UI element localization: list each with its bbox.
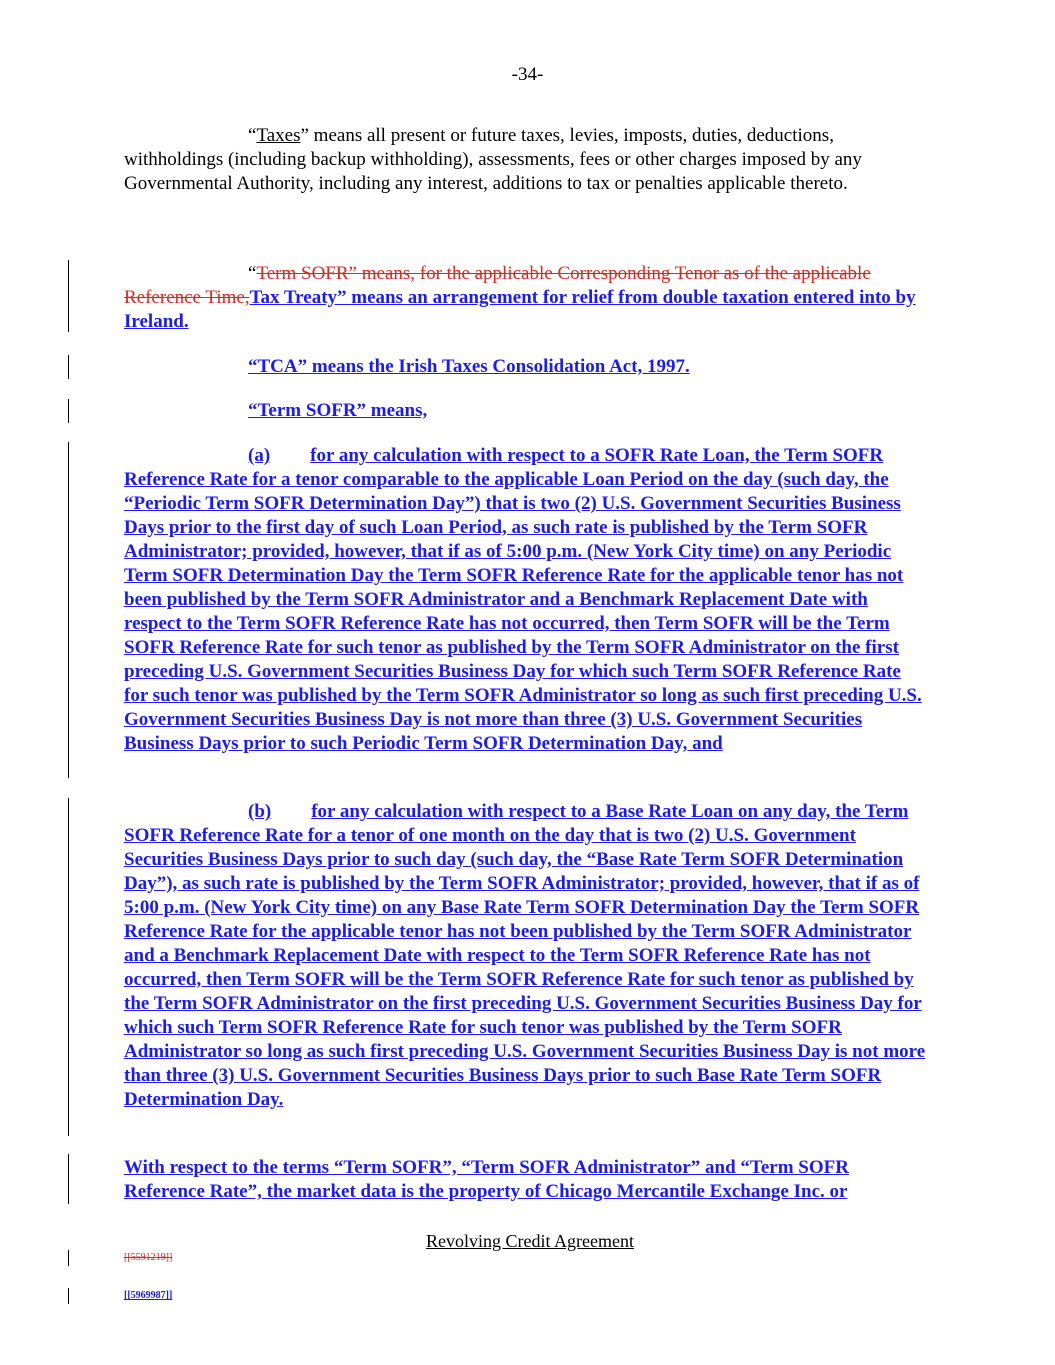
inserted-text: “TCA” means the Irish Taxes Consolidation Act, 1997. bbox=[248, 356, 690, 377]
market-data-paragraph bbox=[124, 1156, 926, 1204]
clause-b bbox=[124, 800, 926, 1112]
clause-a-text: for any calculation with respect to a SOFR Rate Loan, the Term SOFR Reference Rate for a tenor comparable to the applicable Loan Period on the day (such day, the “Periodic Term SOFR Determination Day”) that is two (2) U.S. Government Securities Business Days prior to the first day of such Loan Period, as such rate is published by the Term SOFR Administrator; provided, however, that if as of 5:00 p.m. (New York City time) on any Periodic Term SOFR Determination Day the Term SOFR Reference Rate for the applicable tenor has not been published by the Term SOFR Administrator and a Benchmark Replacement Date with respect to the Term SOFR Reference Rate has not occurred, then Term SOFR will be the Term SOFR Reference Rate for such tenor as published by the Term SOFR Administrator on the first preceding U.S. Government Securities Business Day for which such Term SOFR Reference Rate for such tenor was published by the Term SOFR Administrator so long as such first preceding U.S. Government Securities Business Day is not more than three (3) U.S. Government Securities Business Days prior to such Periodic Term SOFR Determination Day, and bbox=[124, 445, 922, 754]
taxes-text: ” means all present or future taxes, levies, imposts, duties, deductions, withholdings (including backup withholding), assessments, fees or other charges imposed by any Governmental Authority, including any interest, additions to tax or penalties applicable thereto. bbox=[124, 125, 862, 194]
change-bar bbox=[68, 798, 69, 1136]
change-bar bbox=[68, 1250, 69, 1266]
new-document-reference: [[5969987]] bbox=[124, 1290, 173, 1301]
change-bar bbox=[68, 1154, 69, 1204]
page-number: -34- bbox=[511, 64, 544, 85]
change-bar bbox=[68, 260, 69, 332]
clause-b-label: (b) bbox=[248, 801, 272, 822]
tca-definition bbox=[124, 355, 926, 379]
open-quote: “ bbox=[248, 125, 257, 146]
tax-treaty-definition bbox=[124, 262, 926, 334]
inserted-text: “Term SOFR” means, bbox=[248, 400, 428, 421]
deleted-text: Term SOFR” means, for the applicable Corresponding Tenor as of the applicable Reference Time, bbox=[124, 263, 871, 308]
change-bar bbox=[68, 399, 69, 423]
taxes-definition bbox=[124, 124, 926, 196]
term-sofr-heading bbox=[124, 399, 926, 423]
inserted-text: With respect to the terms “Term SOFR”, “Term SOFR Administrator” and “Term SOFR Reference Rate”, the market data is the property of Chicago Mercantile Exchange Inc. or bbox=[124, 1157, 849, 1202]
open-quote: “ bbox=[248, 263, 257, 284]
footer-title: Revolving Credit Agreement bbox=[426, 1231, 634, 1251]
clause-b-text: for any calculation with respect to a Base Rate Loan on any day, the Term SOFR Reference Rate for a tenor of one month on the day that is two (2) U.S. Government Securities Business Days prior to such day (such day, the “Base Rate Term SOFR Determination Day”), as such rate is published by the Term SOFR Administrator; provided, however, that if as of 5:00 p.m. (New York City time) on any Base Rate Term SOFR Determination Day the Term SOFR Reference Rate for the applicable tenor has not been published by the Term SOFR Administrator and a Benchmark Replacement Date with respect to the Term SOFR Reference Rate has not occurred, then Term SOFR will be the Term SOFR Reference Rate for such tenor as published by the Term SOFR Administrator on the first preceding U.S. Government Securities Business Day for which such Term SOFR Reference Rate for such tenor was published by the Term SOFR Administrator so long as such first preceding U.S. Government Securities Business Day is not more than three (3) U.S. Government Securities Business Days prior to such Base Rate Term SOFR Determination Day. bbox=[124, 801, 926, 1110]
defined-term-taxes: Taxes bbox=[256, 125, 301, 146]
inserted-text: Tax Treaty” means an arrangement for relief from double taxation entered into by Ireland. bbox=[124, 287, 916, 332]
change-bar bbox=[68, 355, 69, 379]
old-document-reference: [[5591219]] bbox=[124, 1252, 173, 1263]
clause-a-label: (a) bbox=[248, 445, 271, 466]
clause-a bbox=[124, 444, 926, 756]
change-bar bbox=[68, 1288, 69, 1304]
change-bar bbox=[68, 442, 69, 778]
